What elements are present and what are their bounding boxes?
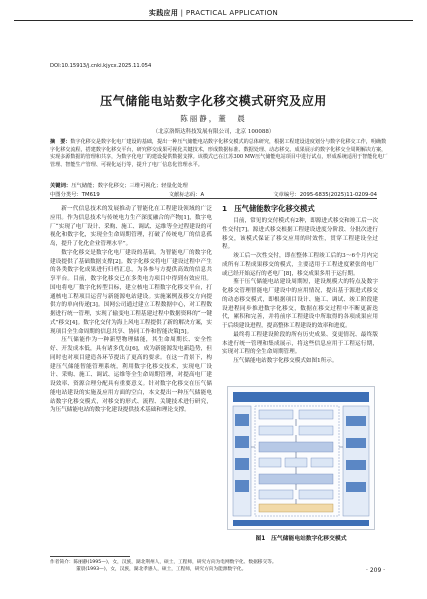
classification-row <box>50 190 377 198</box>
body-paragraph: 压气储能作为一种新型物理储能，其生命周期长、安全性好、开发成本低，具有诸多优点[6]，成为新能源发电新趋势，但同时也对项目建造各环节提出了更高的要求。在这一背景下，构建压气储能智能管理系统，利用数字化移交技术，实现电厂设计、采购、施工、调试、运维等全生命周期管理，对提高电厂建设效率、资源合理分配具有重要意义。针对数字化移交在压气储能电站建设的实施及应用方面的空白，本文提出一种压气储能电站数字化移交模式，对移交的形式、流程、关键技术进行研究，为压气储能电站的数字化建设提供技术基础和理论支撑。 <box>50 337 212 414</box>
section-heading: 1 压气储能数字化移交模式 <box>222 204 315 213</box>
running-header <box>0 8 427 18</box>
authors: 陈丽静，董 晨 <box>180 114 247 123</box>
body-paragraph: 数字化移交是数字化电厂建设的基础，为智能电厂的数字化建设提供了基础数据支撑[2]。数字化移交将电厂建设过程中产生的各类数字化成果进行归档汇总，为各参与方提供高效的信息共享平台。目前，数字化移交已在多类电力项目中得到有效应用。国电将电厂数字化转型目标，建立核电工程数字化移交平台，打通核电工程项目运营与新能源电站建设。实施案例及移交方向提供方的单向传递[3]。国网公司通过建立工程数据中心，对工程数据进行统一管理，实现了输变电工程基建过程中数据资料的“一键式”移交[4]。数字化交付为海上风电工程提供了新的解决方案，实现项目全生命周期的信息共享、协同工作和智能决策[5]。 <box>50 249 212 335</box>
body-paragraph: 最终将工程建设阶段的所有历史成果、变更情况、最终版本进行统一管理和集成展示，将这些信息应用于工程运行期，实现对工程的全生命周期管理。 <box>222 331 378 356</box>
abstract-label: 摘 要： <box>50 139 71 145</box>
abstract-text: 数字化移交是数字化电厂建设的基础，提出一种压气储能电站数字化移交模式的总体研究，根据工程建设进度划分与数字化移交工作，明确数字化移交流程，搭建数字化移交平台，研究移交成果可视化关键技术，形成数据标准、数据处理、动态移交、成果展示的数字化移交全周期解决方案，实现多源数据的管理和共享，为数字化电厂的建设提供数据支撑。该模式已在江苏300 MW压气储能电站项目中进行试点，形成系统适用于智能化电厂管理、智能生产管理、可视化运行等，提升了电厂信息化管理水平。 <box>50 139 388 168</box>
body-paragraph: 目前，常见的交付模式有2种，即源进式移交和竣工后一次性交付[7]。源进式移交根据工程建设进度分阶段、分批次进行移交，该模式保证了移交应用的时效性，贯穿工程建设全过程。 <box>222 218 378 251</box>
affiliation: （北京洛斯达科技发展有限公司，北京 100088） <box>152 129 275 135</box>
footnote-rule <box>50 556 130 557</box>
header-section-en: PRACTICAL APPLICATION <box>185 9 279 17</box>
footnotes <box>50 559 377 574</box>
page-number: · 209 · <box>366 567 386 574</box>
footnote-author-1: 作者简介：陈丽静(1995—)，女，汉族，湖北荆州人，硕士，工程师，研究方向为电网数字化、数据移交等。 <box>50 560 277 565</box>
clc-number: 中图分类号：TM619 <box>50 192 100 198</box>
doi: DOI:10.15913/j.cnki.kjycx.2025.11.054 <box>50 63 152 69</box>
body-paragraph: 新一代信息技术的发展推动了智能化在工程建设领域的广泛应用。作为信息技术与传统电力生产深度融合的产物[1]，数字电厂“实现了电厂设计、采购、施工、调试、运维等全过程建设的可视化和数字化，实现全生命周期管理，打破了传统电厂的信息孤岛，提升了化化企业管理水平”。 <box>50 206 212 247</box>
body-paragraph: 压气储能电站数字化移交模式如图1所示。 <box>233 358 338 364</box>
abstract-rule <box>50 198 377 199</box>
left-column <box>50 205 212 415</box>
keywords-text: 压气储能；数字化移交；三维可视化；轻量化处理 <box>71 183 188 189</box>
header-separator: | <box>180 9 184 17</box>
footnote-author-2: 董晨(1993—)，女，汉族，湖北孝感人，硕士，工程师，研究方向为能源数字化。 <box>76 567 247 573</box>
header-rule <box>14 20 413 21</box>
figure-1-diagram <box>227 386 375 530</box>
body-paragraph: 竣工后一次性交付，即在整体工程竣工后的3～6个月内完成所有工程成果移交的模式，主要适用于工程进度紧张的电厂或已经开始运行的老电厂[8]，移交成果多用于运行期。 <box>222 253 378 277</box>
paper-title: 压气储能电站数字化移交模式研究及应用 <box>100 94 327 108</box>
figure-caption: 图1 压气储能电站数字化移交模式 <box>255 536 347 542</box>
header-section-cn: 实践应用 <box>148 9 179 17</box>
abstract <box>50 139 388 169</box>
keywords-label: 关键词： <box>50 183 72 189</box>
body-paragraph: 鉴于压气储能电站建设周期短，建设规模大的特点及数字化移交管理智能电厂建设中的应用情况，提出基于源进式移交的动态移交模式，即根据项目设计、施工、调试、竣工阶段建设进程同步推进数字化移交，数据在移交过程中不断更新迭代，累积和完善，并将前序工程建设中所取得的各项成果应用于后续建设进程，提高整体工程建设的效率和进度。 <box>222 279 378 329</box>
keywords <box>50 181 188 189</box>
right-column <box>222 217 378 366</box>
article-number: 文章编号：2095-6835(2025)11-0209-04 <box>273 192 377 198</box>
doc-code: 文献标志码：A <box>168 192 205 198</box>
